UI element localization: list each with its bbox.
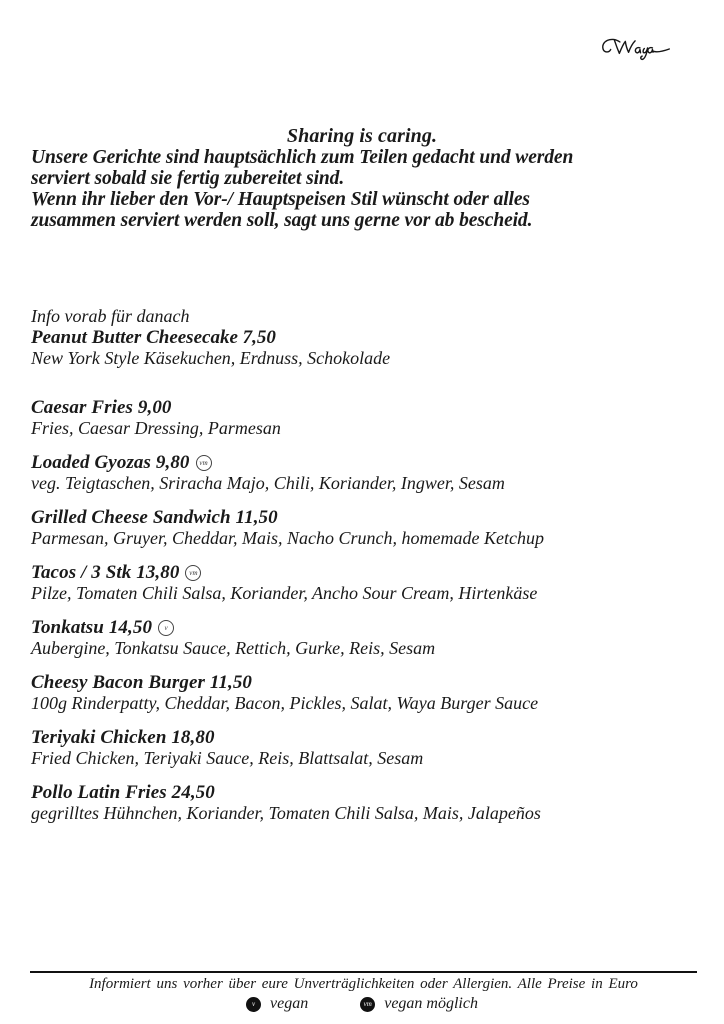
footer-divider: [30, 971, 697, 973]
menu-item: [31, 397, 701, 439]
legend-item-vegan: [246, 995, 308, 1013]
item-name-text: Tonkatsu 14,50: [31, 617, 153, 638]
vegan-icon: v: [246, 997, 261, 1012]
item-description: Fries, Caesar Dressing, Parmesan: [31, 418, 281, 438]
menu-item: [31, 452, 701, 494]
menu-list: [31, 397, 701, 837]
menu-item: [31, 672, 701, 714]
item-name: Caesar Fries 9,00: [31, 397, 172, 418]
dessert-name: Peanut Butter Cheesecake 7,50: [31, 327, 276, 348]
item-description: veg. Teigtaschen, Sriracha Majo, Chili, Koriander, Ingwer, Sesam: [31, 473, 505, 493]
item-name: Pollo Latin Fries 24,50: [31, 782, 215, 803]
waya-signature-icon: [596, 33, 672, 65]
item-description: gegrilltes Hühnchen, Koriander, Tomaten Chili Salsa, Mais, Jalapeños: [31, 803, 541, 823]
item-name: Cheesy Bacon Burger 11,50: [31, 672, 253, 693]
vegan-possible-badge-icon: vm: [185, 565, 201, 581]
menu-item: [31, 507, 701, 549]
dessert-note: [31, 306, 691, 369]
dessert-intro: Info vorab für danach: [31, 306, 190, 326]
allergy-notice: Informiert uns vorher über eure Unverträglichkeiten oder Allergien. Alle Preise in Euro: [89, 976, 638, 992]
legend-label: vegan möglich: [384, 995, 478, 1012]
item-description: Fried Chicken, Teriyaki Sauce, Reis, Blattsalat, Sesam: [31, 748, 424, 768]
intro-paragraph: [31, 147, 679, 231]
item-description: Aubergine, Tonkatsu Sauce, Rettich, Gurke, Reis, Sesam: [31, 638, 436, 658]
item-name: Grilled Cheese Sandwich 11,50: [31, 507, 278, 528]
item-name: [31, 452, 701, 473]
vegan-possible-badge-icon: vm: [196, 455, 212, 471]
dessert-description: New York Style Käsekuchen, Erdnuss, Schokolade: [31, 348, 391, 368]
vegan-possible-icon: vm: [360, 997, 375, 1012]
intro-line: serviert sobald sie fertig zubereitet sind.: [31, 168, 345, 189]
legend-item-vegan-possible: [360, 995, 478, 1013]
menu-item: [31, 617, 701, 659]
menu-item: [31, 782, 701, 824]
waya-logo: [596, 33, 672, 65]
item-name-text: Loaded Gyozas 9,80: [31, 452, 190, 473]
page-title: Sharing is caring.: [286, 125, 438, 147]
item-description: Parmesan, Gruyer, Cheddar, Mais, Nacho Crunch, homemade Ketchup: [31, 528, 544, 548]
item-name-text: Tacos / 3 Stk 13,80: [31, 562, 180, 583]
menu-item: [31, 562, 701, 604]
menu-item: [31, 727, 701, 769]
intro-line: zusammen serviert werden soll, sagt uns gerne vor ab bescheid.: [31, 210, 533, 231]
legend: [0, 995, 724, 1013]
intro-line: Wenn ihr lieber den Vor-/ Hauptspeisen Stil wünscht oder alles: [31, 189, 530, 210]
item-name: [31, 562, 701, 583]
legend-label: vegan: [270, 995, 309, 1012]
item-description: Pilze, Tomaten Chili Salsa, Koriander, Ancho Sour Cream, Hirtenkäse: [31, 583, 538, 603]
item-description: 100g Rinderpatty, Cheddar, Bacon, Pickles, Salat, Waya Burger Sauce: [31, 693, 539, 713]
vegan-badge-icon: v: [158, 620, 174, 636]
item-name: [31, 617, 701, 638]
item-name: Teriyaki Chicken 18,80: [31, 727, 215, 748]
intro-line: Unsere Gerichte sind hauptsächlich zum Teilen gedacht und werden: [31, 147, 574, 168]
